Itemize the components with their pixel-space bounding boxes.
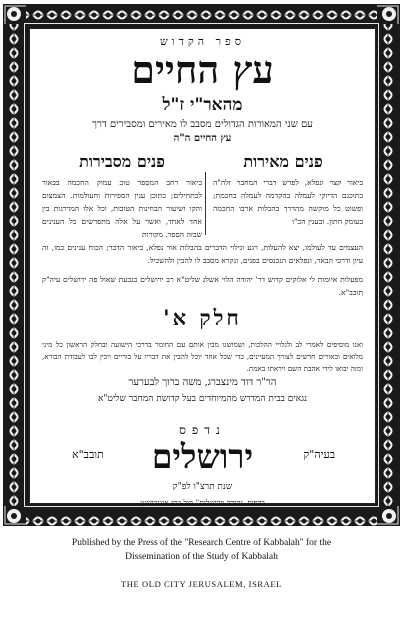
paragraph-3: ואנו מוסיפים לאמרי לב ולגלויי ההלכות, ושמושנו מבין אותם עם החומר בדרכי הישועה ובחלק הראשון כל מיני מלואים ובאורים חדשים לצורך המעיינים, כדי שכל אחד יוכל להבין את דבריו על בוריים ויכין לבו לעבודת הבורא, ומזה יבואו לידי אהבת השם ויראתו באמת. — [42, 340, 363, 373]
column-divider — [205, 172, 206, 235]
city-name: ירושלים — [151, 437, 254, 476]
sefer-hakadosh-label: ספר הקדוש — [159, 35, 246, 48]
publisher-line-2: Dissemination of the Study of Kabbalah — [125, 552, 278, 562]
description-line-2: עץ החיים ה"ה — [173, 133, 232, 144]
book-title: עץ החיים — [131, 49, 274, 91]
publisher-line-1: Published by the Press of the "Research Centre of Kabbalah" for the — [71, 538, 332, 548]
place-left: תובב"א — [72, 448, 104, 461]
paragraph-1: העצמים עד לעולמו, יצא להעלות, רגע וגילוי הדברים בהבלות אור נפלא, ביאור הדבר; הכוח ענינים כמו, זה עיון ודרכי הבאר, ונפלאים הנכנסים בפנים, ונקרא מסבב לו להבין ולהשכיל. — [42, 243, 363, 265]
publication-year: שנת תרצ"ו לפ"ק — [172, 482, 233, 492]
paragraph-2: מפעלות איומות לי אלוקים קדוש דר' יהודה הלוי אשלג שליט"א רב ירושלים בגבעת שאול פה ירושלים עיה"ק תובב"א. — [42, 275, 363, 297]
description-line-1: עם שני המאורות הגדולים מסבב לו מאירים ומסבירים דרך — [92, 119, 313, 130]
right-column-text: ביאור קצר ונפלא, לפרש דברי המחבר זלה"ה בתוכנם הדיוקי לעמלה בהקדמה לעמלה בחכמת; ופשוט כל מוקשה מהדרך בהבלות ארבו החכמה בעומק חתון. ובענין הכ"ו — [213, 178, 363, 226]
place-right: בעיה"ק — [303, 448, 335, 461]
editors-line-1: הר"ר דוד מינצברג, משה ברוך לבערער — [128, 377, 277, 388]
right-column-heading: פנים מאירות — [243, 152, 323, 171]
editors-line-2: נגאים בבית המדרש מהמיוחדים בעל קדושת המחבר שליט"א — [97, 394, 308, 404]
left-column-text: ביאור רחב המספר טוב עמוק החכמה בבאור לכתחילים; כתוכן ענין הספירות והעולמות. הצמצום והקו ושיעור הבחינות הטובות, וכל אלו המדרגות בין אחד לאחד, ואשר על אלה מתפרשים כל הענינים שבזה הספר. מקורות — [42, 178, 202, 239]
ornamental-border — [3, 4, 400, 526]
title-panel — [29, 28, 376, 507]
printer-line: בדפוס ,יהודה וירושלים" מול בתי אונגרישען — [140, 498, 265, 507]
nidpas-label: נדפס — [179, 423, 226, 437]
city-line — [30, 434, 375, 480]
publisher-location: THE OLD CITY JERUSALEM, ISRAEL — [121, 579, 282, 589]
left-column-heading: פנים מסבירות — [79, 152, 165, 171]
part-label: חלק א' — [163, 305, 242, 330]
author-line: מהאר"י ז"ל — [162, 95, 243, 115]
